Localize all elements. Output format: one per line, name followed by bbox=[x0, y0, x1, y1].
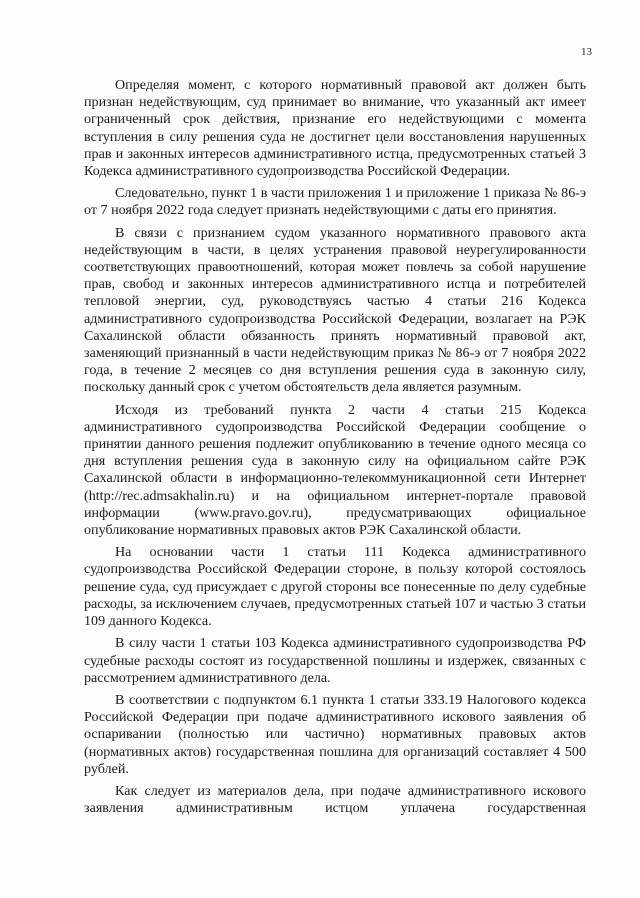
paragraph-conclusion: Следовательно, пункт 1 в части приложения 1 и приложение 1 приказа № 86-э от 7 ноября 2022 года следует признать недействующими с даты его принятия. bbox=[84, 185, 586, 219]
paragraph-moment-invalid: Определяя момент, с которого нормативный правовой акт должен быть признан недействующим, суд принимает во внимание, что указанный акт имеет ограниченный срок действия, признание его недействующими с момента вступления в силу решения суда не достигнет цели восстановления нарушенных прав и законных интересов административного истца, предусмотренных статьей 3 Кодекса административного судопроизводства Российской Федерации. bbox=[84, 77, 586, 180]
paragraph-state-duty: В соответствии с подпунктом 6.1 пункта 1 статьи 333.19 Налогового кодекса Российской Федерации при подаче административного искового заявления об оспаривании (полностью или частично) нормативных правовых актов (нормативных актов) государственная пошлина для организаций составляет 4 500 рублей. bbox=[84, 691, 586, 777]
paragraph-publication: Исходя из требований пункта 2 части 4 статьи 215 Кодекса административного судопроизводства Российской Федерации сообщение о принятии данного решения подлежит опубликованию в течение одного месяца со дня вступления решения суда в законную силу на официальном сайте РЭК Сахалинской области в информационно-телекоммуникационной сети Интернет (http://rec.admsakhalin.ru) и на официальном интернет-портале правовой информации (www.pravo.gov.ru), предусматривающих официальное опубликование нормативных правовых актов РЭК Сахалинской области. bbox=[84, 401, 586, 539]
paragraph-costs-composition: В силу части 1 статьи 103 Кодекса административного судопроизводства РФ судебные расходы состоят из государственной пошлины и издержек, связанных с рассмотрением административного дела. bbox=[84, 635, 586, 686]
document-body bbox=[84, 77, 586, 817]
paragraph-court-costs: На основании части 1 статьи 111 Кодекса административного судопроизводства Российской Федерации стороне, в пользу которой состоялось решение суда, суд присуждает с другой стороны все понесенные по делу судебные расходы, за исключением случаев, предусмотренных статьей 107 и частью 3 статьи 109 данного Кодекса. bbox=[84, 544, 586, 630]
page-number: 13 bbox=[581, 46, 592, 58]
paragraph-obligation-rek: В связи с признанием судом указанного нормативного правового акта недействующим в части, в целях устранения правовой неурегулированности соответствующих правоотношений, которая может повлечь за собой нарушение прав, свобод и законных интересов административного истца и потребителей тепловой энергии, суд, руководствуясь частью 4 статьи 216 Кодекса административного судопроизводства Российской Федерации, возлагает на РЭК Сахалинской области обязанность принять нормативный правовой акт, заменяющий признанный в части недействующим приказ № 86-э от 7 ноября 2022 года, в течение 2 месяцев со дня вступления решения суда в законную силу, поскольку данный срок с учетом обстоятельств дела является разумным. bbox=[84, 224, 586, 396]
paragraph-duty-paid: Как следует из материалов дела, при подаче административного искового заявления административным истцом уплачена государственная bbox=[84, 782, 586, 817]
